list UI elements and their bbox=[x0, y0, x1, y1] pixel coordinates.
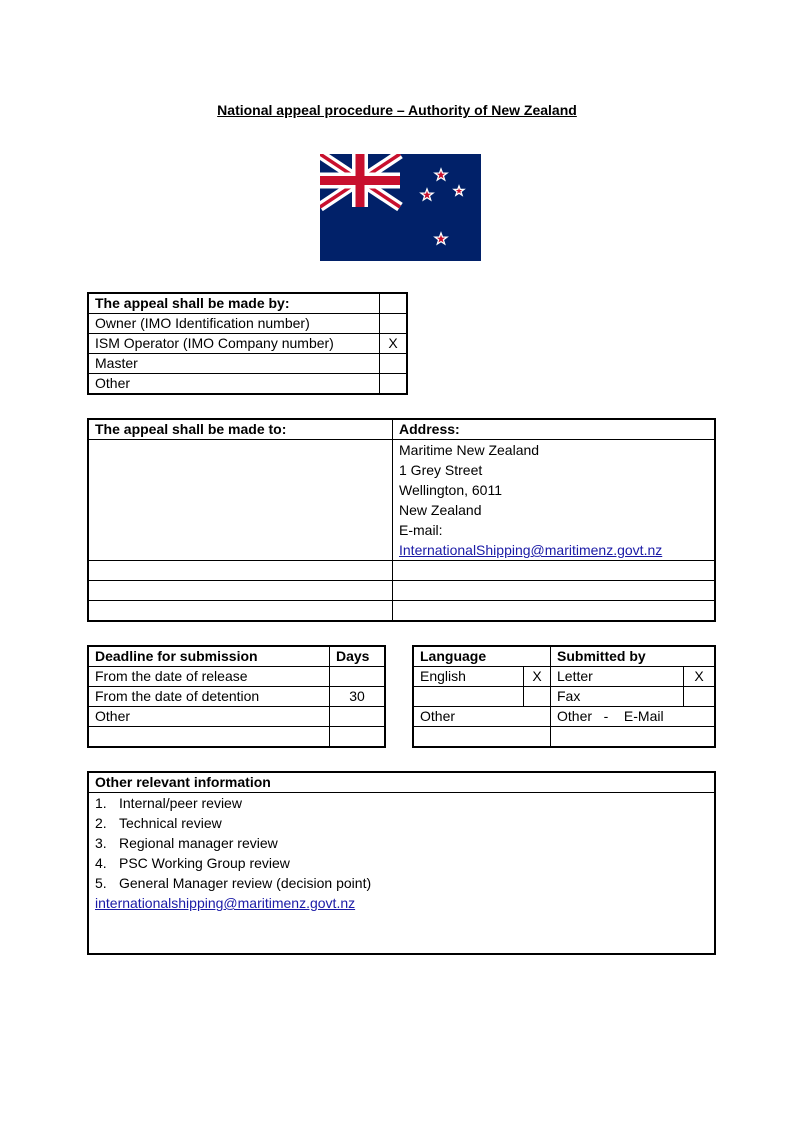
empty-cell bbox=[330, 727, 386, 748]
deadline-other-days bbox=[330, 707, 386, 727]
other-info-body bbox=[88, 793, 715, 955]
submitted-by-header: Submitted by bbox=[551, 646, 716, 667]
deadline-table bbox=[87, 645, 386, 748]
language-other: Other bbox=[413, 707, 551, 727]
language-empty bbox=[413, 687, 524, 707]
appeal-by-other-mark bbox=[380, 374, 408, 395]
deadline-release-days bbox=[330, 667, 386, 687]
language-table bbox=[412, 645, 716, 748]
empty-cell bbox=[88, 727, 330, 748]
appeal-to-body bbox=[88, 440, 393, 561]
submitted-other-email: Other - E-Mail bbox=[551, 707, 716, 727]
address-email-link[interactable]: InternationalShipping@maritimenz.govt.nz bbox=[399, 542, 663, 558]
empty-cell bbox=[393, 561, 716, 581]
appeal-by-table bbox=[87, 292, 408, 395]
submitted-fax-mark bbox=[684, 687, 716, 707]
submitted-letter: Letter bbox=[551, 667, 684, 687]
appeal-by-ism-operator-mark: X bbox=[380, 334, 408, 354]
deadline-header: Deadline for submission bbox=[88, 646, 330, 667]
appeal-to-table bbox=[87, 418, 716, 622]
empty-cell bbox=[393, 601, 716, 622]
address-line: 1 Grey Street bbox=[399, 462, 483, 478]
submitted-fax: Fax bbox=[551, 687, 684, 707]
deadline-detention-days: 30 bbox=[330, 687, 386, 707]
appeal-to-header: The appeal shall be made to: bbox=[88, 419, 393, 440]
language-english-mark: X bbox=[524, 667, 551, 687]
deadline-detention: From the date of detention bbox=[88, 687, 330, 707]
days-header: Days bbox=[330, 646, 386, 667]
empty-cell bbox=[551, 727, 716, 748]
address-block bbox=[393, 440, 716, 561]
address-line: Wellington, 6011 bbox=[399, 482, 502, 498]
page-title: National appeal procedure – Authority of New Zealand bbox=[217, 102, 577, 118]
appeal-by-owner-mark bbox=[380, 314, 408, 334]
deadline-other: Other bbox=[88, 707, 330, 727]
list-item: 1. Internal/peer review bbox=[95, 795, 242, 811]
appeal-by-master: Master bbox=[88, 354, 380, 374]
appeal-by-header-mark bbox=[380, 293, 408, 314]
list-item: 3. Regional manager review bbox=[95, 835, 278, 851]
address-line: Maritime New Zealand bbox=[399, 442, 540, 458]
appeal-by-header: The appeal shall be made by: bbox=[88, 293, 380, 314]
list-item: 4. PSC Working Group review bbox=[95, 855, 290, 871]
other-info-email-link[interactable]: internationalshipping@maritimenz.govt.nz bbox=[95, 895, 356, 911]
empty-cell bbox=[88, 601, 393, 622]
language-header: Language bbox=[413, 646, 551, 667]
other-info-table bbox=[87, 771, 716, 955]
address-line: E-mail: bbox=[399, 522, 443, 538]
empty-cell bbox=[413, 727, 551, 748]
language-english: English bbox=[413, 667, 524, 687]
language-empty-mark bbox=[524, 687, 551, 707]
address-header: Address: bbox=[393, 419, 716, 440]
appeal-by-other: Other bbox=[88, 374, 380, 395]
list-item: 2. Technical review bbox=[95, 815, 222, 831]
empty-cell bbox=[88, 581, 393, 601]
other-info-header: Other relevant information bbox=[88, 772, 715, 793]
empty-cell bbox=[88, 561, 393, 581]
address-line: New Zealand bbox=[399, 502, 482, 518]
new-zealand-flag bbox=[320, 154, 481, 261]
list-item: 5. General Manager review (decision point) bbox=[95, 875, 372, 891]
appeal-by-ism-operator: ISM Operator (IMO Company number) bbox=[88, 334, 380, 354]
submitted-letter-mark: X bbox=[684, 667, 716, 687]
appeal-by-master-mark bbox=[380, 354, 408, 374]
deadline-release: From the date of release bbox=[88, 667, 330, 687]
empty-cell bbox=[393, 581, 716, 601]
appeal-by-owner: Owner (IMO Identification number) bbox=[88, 314, 380, 334]
